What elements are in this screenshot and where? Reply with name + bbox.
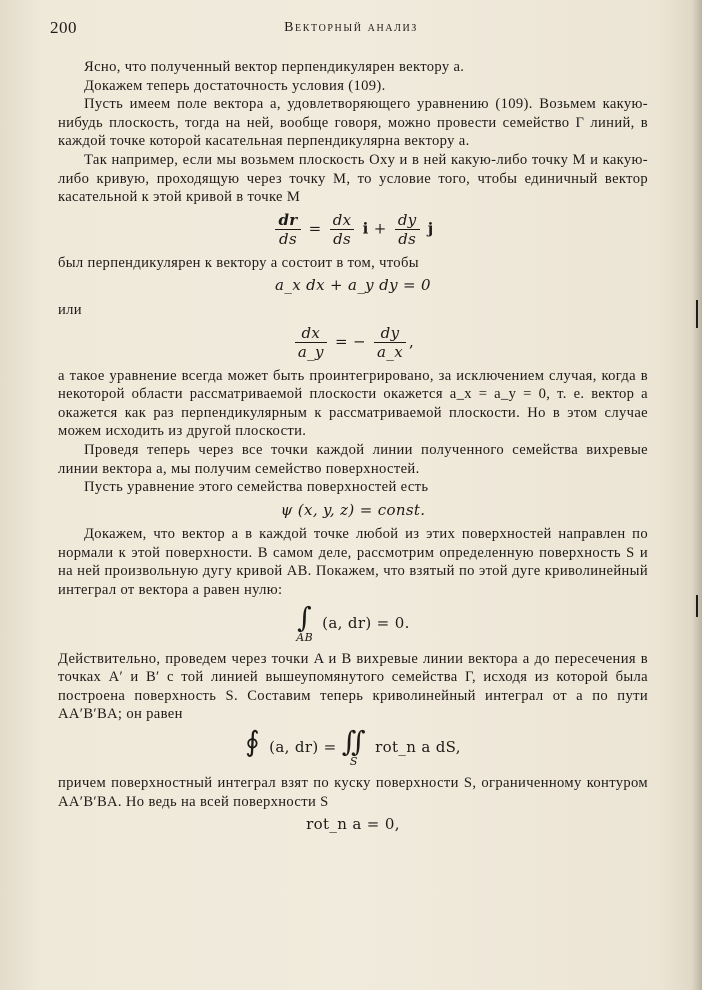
fraction-numerator: dr — [275, 211, 300, 230]
margin-mark — [696, 300, 698, 328]
formula-stokes — [58, 725, 648, 769]
paragraph-2: Докажем теперь достаточность условия (109). — [84, 77, 386, 94]
contour-integral-sign: ∮ — [245, 725, 261, 759]
fraction-denominator: ds — [279, 229, 298, 248]
margin-mark — [696, 595, 698, 617]
page-header — [48, 18, 654, 42]
formula-line-integral — [58, 600, 648, 644]
contour-integral-body: (a, dr) = — [269, 738, 337, 757]
surface-integral-subscript: S — [349, 755, 358, 769]
fraction-dx-ds — [330, 211, 355, 248]
fraction-denominator: ds — [398, 229, 417, 248]
paragraph-12: причем поверхностный интеграл взят по куску поверхности S, ограниченному контуром AA′B′BA. Но ведь на всей поверхности S — [58, 775, 648, 810]
main-text — [58, 58, 648, 840]
page-edge-shadow — [692, 0, 702, 990]
paragraph-7: а такое уравнение всегда может быть проинтегрировано, за исключением случая, когда в некоторой области рассматриваемой плоскости окажется a_x = a_y = 0, т. е. вектор a окажется как раз перпендикулярным к рассматриваемой плоскости. Но в этом случае можем исходить из другой плоскости. — [58, 367, 648, 440]
paragraph-8: Проведя теперь через все точки каждой линии полученного семейства вихревые линии вектора a, мы получим семейство поверхностей. — [58, 441, 648, 477]
fraction-dx-ay — [295, 324, 327, 361]
fraction-dr-ds — [275, 211, 300, 248]
formula-orthogonality: a_x dx + a_y dy = 0 — [275, 276, 431, 295]
fraction-numerator: dx — [295, 324, 327, 343]
paragraph-5: был перпендикулярен к вектору a состоит в том, чтобы — [58, 254, 419, 271]
fraction-numerator: dy — [395, 211, 420, 230]
fraction-dy-ax — [374, 324, 406, 361]
fraction-denominator: a_x — [377, 342, 403, 361]
formula-surface-family: ψ (x, y, z) = const. — [280, 500, 426, 519]
integral-subscript: AB — [296, 630, 314, 644]
surface-integral-body: rot_n a dS, — [375, 738, 461, 757]
fraction-numerator: dx — [330, 211, 355, 230]
paragraph-11: Действительно, проведем через точки A и B вихревые линии вектора a до пересечения в точках A′ и B′ с той линией вышеупомянутого семейства Γ, исходя из которой была построена поверхность S. Составим теперь криволинейный интеграл от a по пути AA′B′BA; он равен — [58, 650, 648, 723]
paragraph-or: или — [58, 301, 82, 318]
paragraph-4: Так например, если мы возьмем плоскость Oxy и в ней какую-либо точку M и какую-либо кривую, проходящую через точку M, то условие того, чтобы единичный вектор касательной к этой кривой в точке M — [58, 151, 648, 206]
paragraph-1: Ясно, что полученный вектор перпендикулярен вектору a. — [84, 59, 465, 75]
fraction-numerator: dy — [374, 324, 406, 343]
formula-rot-zero: rot_n a = 0, — [306, 815, 400, 834]
formula-tangent-vector: $\frac{dr}{ds}$ = $\frac{dx}{ds}$ i + $\frac{dy}{ds}$ j — [58, 211, 648, 248]
integral-sign: ∫ AB — [296, 600, 314, 644]
paragraph-3: Пусть имеем поле вектора a, удовлетворяющего уравнению (109). Возьмем какую-нибудь плоскость, тогда на ней, вообще говоря, можно провести семейство Γ линий, в каждой точке которой касательная перпендикулярна вектору a. — [58, 96, 648, 150]
fraction-dy-ds — [395, 211, 420, 248]
surface-integral-sign: ∬ S — [341, 725, 366, 769]
paragraph-9: Пусть уравнение этого семейства поверхностей есть — [84, 479, 429, 496]
paragraph-10: Докажем, что вектор a в каждой точке любой из этих поверхностей направлен по нормали к этой поверхности. В самом деле, рассмотрим определенную поверхность S и на ней произвольную дугу кривой AB. Покажем, что взятый по этой дуге криволинейный интеграл от вектора a равен нулю: — [58, 526, 648, 599]
page-number: 200 — [50, 18, 77, 37]
fraction-denominator: ds — [333, 229, 352, 248]
fraction-denominator: a_y — [297, 342, 324, 361]
running-title: Векторный анализ — [284, 20, 418, 35]
integral-body: (a, dr) = 0. — [322, 613, 410, 632]
formula-differential-equation: $\frac{dx}{a\_y}$ = − $\frac{dy}{a\_x}$ , — [58, 324, 648, 361]
